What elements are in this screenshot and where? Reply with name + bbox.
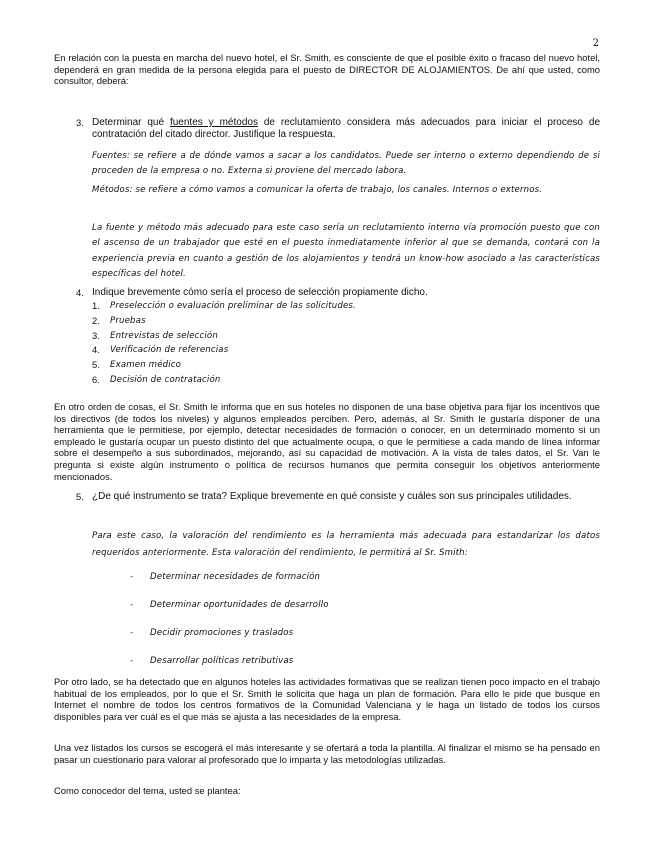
- list-item: 3. Entrevistas de selección: [92, 329, 218, 341]
- list-item: 6. Decisión de contratación: [92, 373, 221, 385]
- question-5-text: ¿De qué instrumento se trata? Explique brevemente en qué consiste y cuáles son sus principales utilidades.: [92, 491, 572, 502]
- list-item: 2. Pruebas: [92, 314, 146, 326]
- course-selection-paragraph: Una vez listados los cursos se escogerá el más interesante y se ofertará a toda la plantilla. Al finalizar el mismo se ha pensado en pasar un cuestionario para valorar al profesorado que lo imparta y las metodologías utilizadas.: [54, 742, 600, 765]
- question-3-number: 3.: [76, 117, 84, 128]
- question-4-text: Indique brevemente cómo sería el proceso de selección propiamente dicho.: [92, 287, 428, 298]
- training-plan-paragraph: Por otro lado, se ha detectado que en algunos hoteles las actividades formativas que se realizan tienen poco impacto en el trabajo habitual de los empleados, por lo que el Sr. Smith le solicita que haga un plan de formación. Para ello le pide que busque en Internet el nombre de todos los centros formativos de la Comunidad Valenciana y le haga un listado de todos los cursos disponibles para ver cuál es el que más se ajusta a las necesidades de la empresa.: [54, 676, 600, 722]
- question-3-answer-methods: Métodos: se refiere a cómo vamos a comunicar la oferta de trabajo, los canales. Internos o externos.: [92, 185, 543, 195]
- question-3-underlined: fuentes y métodos: [169, 117, 258, 128]
- closing-line: Como conocedor del tema, usted se plantea:: [54, 785, 241, 797]
- list-item: 4. Verificación de referencias: [92, 344, 229, 356]
- list-item: 1. Preselección o evaluación preliminar de las solicitudes.: [92, 300, 356, 311]
- question-3-answer-sources: Fuentes: se refiere a de dónde vamos a sacar a los candidatos. Puede ser interno o externo dependiendo de si proceden de la empresa o no. Externa si proviene del mercado labora.: [92, 151, 600, 177]
- list-item: 5. Examen médico: [92, 359, 182, 371]
- question-4-number: 4.: [76, 287, 84, 298]
- intro-paragraph: En relación con la puesta en marcha del nuevo hotel, el Sr. Smith, es consciente de que el posible éxito o fracaso del nuevo hotel, dependerá en gran medida de la persona elegida para el puesto de DIRECTOR DE ALOJAMIENTOS. De ahí que usted, como consultor, deberá:: [54, 52, 600, 87]
- question-3-answer-choice: La fuente y método más adecuado para este caso sería un reclutamiento interno vía promoción puesto que con el ascenso de un trabajador que esté en el puesto inmediatamente inferior al que se demanda, contará con la experiencia previa en cuanto a gestión de los alojamientos y tendrá un know-how asociado a las características específicas del hotel.: [92, 223, 600, 280]
- question-5-answer: Para este caso, la valoración del rendimiento es la herramienta más adecuada para estandarizar los datos requeridos anteriormente. Esta valoración del rendimiento, le permitirá al Sr. Smith:: [92, 531, 600, 558]
- selection-steps-list: [92, 299, 572, 388]
- question-5-number: 5.: [76, 491, 84, 502]
- document-page: 2 En relación con la puesta en marcha del nuevo hotel, el Sr. Smith, es consciente de que el posible éxito o fracaso del nuevo hotel, dependerá en gran medida de la persona elegida para el puesto de DIRECTOR DE ALOJAMIENTOS. De ahí que usted, como consultor, deberá: 3. Determinar qué fuentes y métodos de reclutamiento considera más adecuados para iniciar el proceso de contratación del citado director. Justifique la respuesta. Fuentes: se refiere a de dónde vamos a sacar a los candidatos. Puede ser interno o externo dependiendo de si proceden de la empresa o no. Externa si proviene del mercado labora. Métodos: se refiere a cómo vamos a comunicar la oferta de trabajo, los canales. Internos o externos. La fuente y método más adecuado para este caso sería un reclutamiento interno vía promoción puesto que con el ascenso de un trabajador que esté en el puesto inmediatamente inferior al que se demanda, contará con la experiencia previa en cuanto a gestión de los alojamientos y tendrá un know-how asociado a las características específicas del hotel. 4. Indique brevemente cómo sería el proceso de selección propiamente dicho. 1. Preselección o evaluación preliminar de las solicitudes. 2. Pruebas 3. Entrevistas de selección 4. Verificación de referencias 5. Examen médico 6. Decisión de contratación En otro orden de cosas, el Sr. Smith le informa que en sus hoteles no disponen de una base objetiva para fijar los incentivos que los directivos (de todos los niveles) y algunos empleados perciben. Pero, además, al Sr. Smith le gustaría disponer de una herramienta que le permitiese, por ejemplo, detectar necesidades de formación o conocer, en un determinado momento si un empleado le gustaría ocupar un puesto distinto del que actualmente ocupa, o que le permitiese a cada mando de línea informar sobre el desempeño a sus subordinados, mejorando, así su capacidad de motivación. A la vista de tales datos, el Sr. Van le pregunta si existe algún instrumento o política de recursos humanos que permita conseguir los objetivos anteriormente mencionados. 5. ¿De qué instrumento se trata? Explique brevemente en qué consiste y cuáles son sus principales utilidades. Para este caso, la valoración del rendimiento es la herramienta más adecuada para estandarizar los datos requeridos anteriormente. Esta valoración del rendimiento, le permitirá al Sr. Smith: - Determinar necesidades de formación - Determinar oportunidades de desarrollo - Decidir promociones y traslados - Desarrollar políticas retributivas Por otro lado, se ha detectado que en algunos hoteles las actividades formativas que se realizan tienen poco impacto en el trabajo habitual de los empleados, por lo que el Sr. Smith le solicita que haga un plan de formación. Para ello le pide que busque en Internet el nombre de todos los centros formativos de la Comunidad Valenciana y le haga un listado de todos los cursos disponibles para ver cuál es el que más se ajusta a las necesidades de la empresa. Una vez listados los cursos se escogerá el más interesante y se ofertará a toda la plantilla. Al finalizar el mismo se ha pensado en pasar un cuestionario para valorar al profesorado que lo imparta y las metodologías utilizadas. Como conocedor del tema, usted se plantea:: [54, 38, 601, 797]
- page-number: 2: [592, 38, 599, 49]
- performance-context-paragraph: En otro orden de cosas, el Sr. Smith le informa que en sus hoteles no disponen de una base objetiva para fijar los incentivos que los directivos (de todos los niveles) y algunos empleados perciben. Pero, además, al Sr. Smith le gustaría disponer de una herramienta que le permitiese, por ejemplo, detectar necesidades de formación o conocer, en un determinado momento si un empleado le gustaría ocupar un puesto distinto del que actualmente ocupa, o que le permitiese a cada mando de línea informar sobre el desempeño a sus subordinados, mejorando, así su capacidad de motivación. A la vista de tales datos, el Sr. Van le pregunta si existe algún instrumento o política de recursos humanos que permita conseguir los objetivos anteriormente mencionados.: [54, 401, 600, 482]
- question-3-text: Determinar qué fuentes y métodos de reclutamiento considera más adecuados para iniciar el proceso de contratación del citado director. Justifique la respuesta.: [92, 117, 601, 141]
